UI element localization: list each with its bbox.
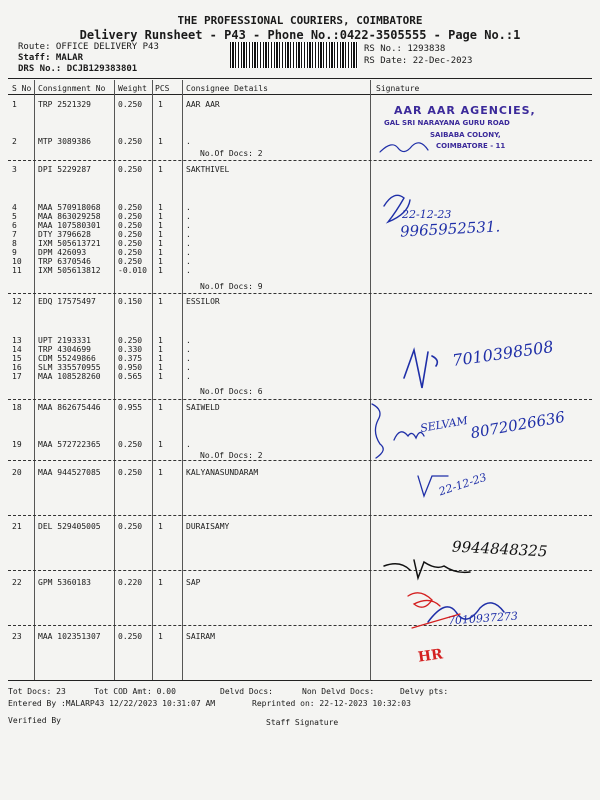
total-cod-amount: Tot COD Amt: 0.00: [94, 687, 176, 696]
row-weight: 0.565: [118, 372, 143, 381]
row-pcs: 1: [158, 203, 163, 212]
row-consignee: .: [186, 203, 191, 212]
row-weight: 0.950: [118, 363, 143, 372]
row-consignment-no: TRP 2521329: [38, 100, 91, 109]
row-weight: 0.250: [118, 248, 143, 257]
row-weight: 0.220: [118, 578, 143, 587]
row-sno: 16: [12, 363, 22, 372]
row-weight: 0.955: [118, 403, 143, 412]
row-sno: 21: [12, 522, 22, 531]
non-delivered-docs: Non Delvd Docs:: [302, 687, 375, 696]
total-docs: Tot Docs: 23: [8, 687, 66, 696]
row-weight: 0.250: [118, 230, 143, 239]
row-weight: 0.375: [118, 354, 143, 363]
handwritten-initials: HR: [417, 646, 444, 666]
row-consignee: .: [186, 363, 191, 372]
row-consignee: .: [186, 239, 191, 248]
row-weight: 0.250: [118, 100, 143, 109]
signature-scribble: [372, 404, 383, 458]
col-header-weight: Weight: [118, 84, 147, 93]
signature-scribble: [380, 143, 428, 152]
row-pcs: 1: [158, 363, 163, 372]
docs-note: No.Of Docs: 9: [200, 282, 263, 291]
row-consignee: .: [186, 137, 191, 146]
row-sno: 12: [12, 297, 22, 306]
reprinted-on: Reprinted on: 22-12-2023 10:32:03: [252, 699, 411, 708]
row-consignment-no: UPT 2193331: [38, 336, 91, 345]
row-pcs: 1: [158, 354, 163, 363]
row-consignee: SAIWELD: [186, 403, 220, 412]
row-consignment-no: MAA 862675446: [38, 403, 101, 412]
row-pcs: 1: [158, 632, 163, 641]
docs-note: No.Of Docs: 2: [200, 149, 263, 158]
row-sno: 2: [12, 137, 17, 146]
stamp-line: AAR AAR AGENCIES,: [394, 104, 536, 117]
row-pcs: 1: [158, 257, 163, 266]
route-label: Route: OFFICE DELIVERY P43: [18, 42, 159, 52]
signature-scribble: [384, 560, 470, 578]
row-consignment-no: MAA 944527085: [38, 468, 101, 477]
staff-label: Staff: MALAR: [18, 53, 84, 63]
row-sno: 13: [12, 336, 22, 345]
row-sno: 3: [12, 165, 17, 174]
row-consignment-no: DPM 426093: [38, 248, 87, 257]
handwritten-phone: 7010398508: [451, 337, 555, 370]
row-consignment-no: MAA 572722365: [38, 440, 101, 449]
row-pcs: 1: [158, 345, 163, 354]
row-sno: 23: [12, 632, 22, 641]
row-consignee: DURAISAMY: [186, 522, 230, 531]
row-consignee: .: [186, 230, 191, 239]
row-consignment-no: EDQ 17575497: [38, 297, 96, 306]
row-consignee: .: [186, 248, 191, 257]
row-sno: 5: [12, 212, 17, 221]
row-pcs: 1: [158, 403, 163, 412]
signature-scribble: [404, 350, 437, 388]
row-pcs: 1: [158, 248, 163, 257]
row-weight: 0.250: [118, 221, 143, 230]
row-consignee: .: [186, 257, 191, 266]
row-pcs: 1: [158, 336, 163, 345]
row-pcs: 1: [158, 522, 163, 531]
col-header-sno: S No: [12, 84, 32, 93]
row-pcs: 1: [158, 297, 163, 306]
row-consignment-no: DTY 3796628: [38, 230, 91, 239]
row-weight: 0.250: [118, 468, 143, 477]
handwritten-date: 22-12-23: [402, 208, 452, 221]
row-consignee: SAIRAM: [186, 632, 215, 641]
row-consignee: .: [186, 212, 191, 221]
docs-note: No.Of Docs: 6: [200, 387, 263, 396]
col-header-signature: Signature: [376, 84, 420, 93]
row-weight: 0.250: [118, 212, 143, 221]
row-sno: 14: [12, 345, 22, 354]
row-weight: 0.250: [118, 203, 143, 212]
row-weight: -0.010: [118, 266, 147, 275]
staff-signature: Staff Signature: [266, 718, 339, 727]
row-consignee: .: [186, 354, 191, 363]
stamp-line: SAIBABA COLONY,: [430, 131, 501, 139]
row-consignee: SAKTHIVEL: [186, 165, 230, 174]
row-sno: 4: [12, 203, 17, 212]
row-pcs: 1: [158, 239, 163, 248]
row-consignment-no: DEL 529405005: [38, 522, 101, 531]
row-consignment-no: GPM 5360183: [38, 578, 91, 587]
row-weight: 0.250: [118, 165, 143, 174]
row-consignee: .: [186, 266, 191, 275]
delivered-docs: Delvd Docs:: [220, 687, 273, 696]
row-pcs: 1: [158, 212, 163, 221]
row-consignee: .: [186, 336, 191, 345]
rs-number: RS No.: 1293838: [364, 44, 446, 54]
signature-scribble: [408, 593, 440, 607]
handwritten-phone: 8072026636: [469, 407, 567, 443]
row-consignment-no: MTP 3089386: [38, 137, 91, 146]
row-pcs: 1: [158, 221, 163, 230]
row-sno: 1: [12, 100, 17, 109]
handwritten-phone: 9965952531.: [399, 217, 501, 241]
row-consignee: ESSILOR: [186, 297, 220, 306]
row-consignment-no: DPI 5229287: [38, 165, 91, 174]
company-title: THE PROFESSIONAL COURIERS, COIMBATORE: [177, 14, 423, 27]
signature-scribble: [412, 614, 460, 628]
row-consignee: KALYANASUNDARAM: [186, 468, 259, 477]
delivery-points: Delvy pts:: [400, 687, 449, 696]
row-pcs: 1: [158, 578, 163, 587]
row-weight: 0.150: [118, 297, 143, 306]
row-consignee: AAR AAR: [186, 100, 220, 109]
docs-note: No.Of Docs: 2: [200, 451, 263, 460]
col-header-consignment: Consignment No: [38, 84, 106, 93]
verified-by: Verified By: [8, 716, 61, 725]
row-weight: 0.250: [118, 440, 143, 449]
drs-number: DRS No.: DCJB129383801: [18, 64, 138, 74]
entered-by: Entered By :MALARP43 12/22/2023 10:31:07 AM: [8, 699, 216, 708]
row-consignment-no: MAA 570918068: [38, 203, 101, 212]
row-sno: 8: [12, 239, 17, 248]
col-header-pcs: PCS: [155, 84, 170, 93]
signature-scribble: [418, 476, 448, 496]
row-consignment-no: MAA 108528260: [38, 372, 101, 381]
row-sno: 18: [12, 403, 22, 412]
stamp-line: GAL SRI NARAYANA GURU ROAD: [384, 119, 510, 127]
row-weight: 0.250: [118, 239, 143, 248]
signature-scribble: [394, 432, 424, 440]
row-pcs: 1: [158, 440, 163, 449]
row-weight: 0.250: [118, 137, 143, 146]
row-consignee: .: [186, 221, 191, 230]
row-weight: 0.250: [118, 632, 143, 641]
row-consignment-no: MAA 863029258: [38, 212, 101, 221]
handwritten-phone: 7010937273: [447, 609, 519, 628]
row-sno: 11: [12, 266, 22, 275]
handwritten-number: 22-12-23: [437, 470, 489, 499]
row-consignment-no: IXM 505613721: [38, 239, 101, 248]
row-consignment-no: CDM 55249866: [38, 354, 96, 363]
row-pcs: 1: [158, 468, 163, 477]
row-pcs: 1: [158, 100, 163, 109]
row-sno: 7: [12, 230, 17, 239]
handwritten-name: SELVAM: [419, 413, 469, 436]
row-weight: 0.250: [118, 336, 143, 345]
row-sno: 10: [12, 257, 22, 266]
row-pcs: 1: [158, 230, 163, 239]
row-pcs: 1: [158, 137, 163, 146]
row-weight: 0.330: [118, 345, 143, 354]
row-sno: 19: [12, 440, 22, 449]
row-pcs: 1: [158, 372, 163, 381]
row-consignment-no: IXM 505613812: [38, 266, 101, 275]
row-sno: 22: [12, 578, 22, 587]
row-weight: 0.250: [118, 522, 143, 531]
rs-date: RS Date: 22-Dec-2023: [364, 56, 473, 66]
col-header-consignee: Consignee Details: [186, 84, 268, 93]
row-sno: 6: [12, 221, 17, 230]
row-consignment-no: MAA 102351307: [38, 632, 101, 641]
runsheet-title: Delivery Runsheet - P43 - Phone No.:0422-3505555 - Page No.:1: [79, 28, 521, 42]
row-consignee: .: [186, 372, 191, 381]
stamp-line: COIMBATORE - 11: [436, 142, 506, 150]
row-consignee: SAP: [186, 578, 201, 587]
row-pcs: 1: [158, 266, 163, 275]
signature-scribble: [384, 195, 410, 222]
row-sno: 9: [12, 248, 17, 257]
row-sno: 15: [12, 354, 22, 363]
row-consignment-no: TRP 4304699: [38, 345, 91, 354]
row-weight: 0.250: [118, 257, 143, 266]
row-sno: 20: [12, 468, 22, 477]
row-pcs: 1: [158, 165, 163, 174]
row-consignment-no: SLM 335570955: [38, 363, 101, 372]
row-sno: 17: [12, 372, 22, 381]
row-consignment-no: MAA 107580301: [38, 221, 101, 230]
row-consignee: .: [186, 440, 191, 449]
handwritten-phone: 9944848325: [451, 537, 548, 561]
row-consignment-no: TRP 6370546: [38, 257, 91, 266]
row-consignee: .: [186, 345, 191, 354]
